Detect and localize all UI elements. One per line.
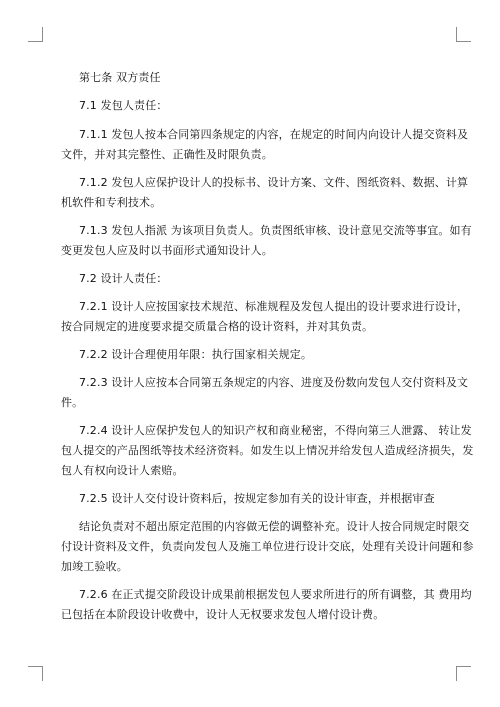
crop-mark-bottom-left <box>28 666 43 681</box>
clause-7-2-4-line-1: 7.2.4 设计人应保护发包人的知识产权和商业秘密，不得向第三人泄露、 转让发 <box>79 424 472 437</box>
clause-7-2-6-line-2: 已包括在本阶段设计收费中，设计人无权要求发包人增付设计费。 <box>61 608 385 621</box>
crop-mark-bottom-right <box>456 666 471 681</box>
clause-7-2-6-line-1: 7.2.6 在正式提交阶段设计成果前根据发包人要求所进行的所有调整，其 费用均 <box>79 588 472 601</box>
clause-7-2-4-line-2: 包人提交的产品图纸等技术经济资料。如发生以上情况并给发包人造成经济损失，发 <box>61 444 474 457</box>
clause-7-1-1-line-2: 文件，并对其完整性、正确性及时限负责。 <box>61 148 273 161</box>
clause-7-2-2: 7.2.2 设计合理使用年限：执行国家相关规定。 <box>79 348 313 361</box>
clause-7-2-4-line-3: 包人有权向设计人索赔。 <box>61 464 184 477</box>
clause-7-1-1-line-1: 7.1.1 发包人按本合同第四条规定的内容，在规定的时间内向设计人提交资料及 <box>79 128 469 141</box>
clause-7-2-1-line-2: 按合同规定的进度要求提交质量合格的设计资料，并对其负责。 <box>61 320 374 333</box>
clause-7-2-5-line-1: 7.2.5 设计人交付设计资料后，按规定参加有关的设计审查，并根据审查 <box>79 492 435 505</box>
clause-7-1-3-line-2: 变更发包人应及时以书面形式通知设计人。 <box>61 244 273 257</box>
clause-7-2-3-line-1: 7.2.3 设计人应按本合同第五条规定的内容、进度及份数向发包人交付资料及文 <box>79 376 469 389</box>
section-heading-employer: 7.1 发包人责任： <box>79 99 168 112</box>
clause-7-1-2-line-2: 机软件和专利技术。 <box>61 196 162 209</box>
clause-7-1-2-line-1: 7.1.2 发包人应保护设计人的投标书、设计方案、文件、图纸资料、数据、计算 <box>79 176 469 189</box>
clause-7-2-5-line-4: 加竣工验收。 <box>61 560 128 573</box>
clause-7-2-5-line-3: 付设计资料及文件，负责向发包人及施工单位进行设计交底，处理有关设计问题和参 <box>61 540 474 553</box>
clause-7-2-1-line-1: 7.2.1 设计人应按国家技术规范、标准规程及发包人提出的设计要求进行设计， <box>79 300 469 313</box>
article-heading: 第七条 双方责任 <box>79 71 161 84</box>
crop-mark-top-right <box>456 27 471 42</box>
clause-7-1-3-line-1: 7.1.3 发包人指派 为该项目负责人。负责图纸审核、设计意见交流等事宜。如有 <box>79 224 472 237</box>
clause-7-2-3-line-2: 件。 <box>61 396 84 409</box>
section-heading-designer: 7.2 设计人责任： <box>79 272 168 285</box>
crop-mark-top-left <box>28 27 43 42</box>
clause-7-2-5-line-2: 结论负责对不超出原定范围的内容做无偿的调整补充。设计人按合同规定时限交 <box>79 520 470 533</box>
